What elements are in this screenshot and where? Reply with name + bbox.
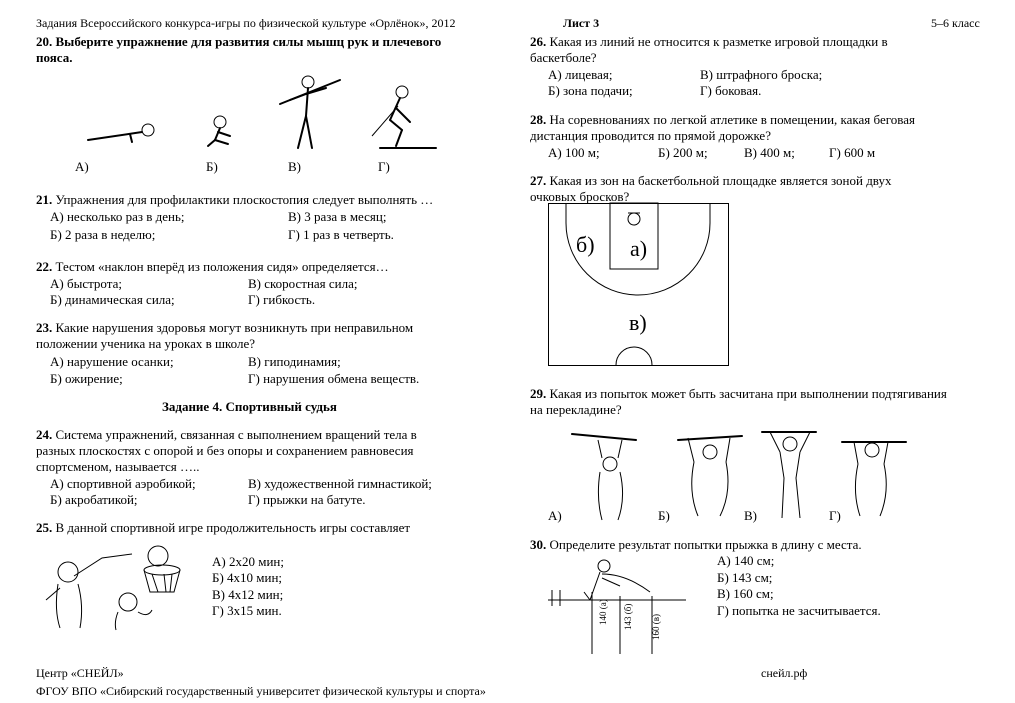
option-label: В) xyxy=(288,159,301,174)
option-v: В) художественной гимнастикой; xyxy=(248,476,432,491)
mark-140: 140 (a) xyxy=(598,599,608,625)
option-a: А) несколько раз в день; xyxy=(50,209,185,224)
option-label: А) xyxy=(548,508,562,523)
basketball-court-diagram xyxy=(548,203,730,367)
question-text-cont: баскетболе? xyxy=(530,50,597,65)
option-label: В) xyxy=(744,508,757,523)
question-number: 29. xyxy=(530,386,547,401)
exercise-figures xyxy=(80,72,460,180)
question-text-cont: спортсменом, называется ….. xyxy=(36,459,200,474)
zone-a-label: а) xyxy=(630,236,648,261)
mark-143: 143 (б) xyxy=(623,603,633,630)
footer-site: снейл.рф xyxy=(761,666,808,680)
option-label: Б) xyxy=(206,159,218,174)
option-a: А) 100 м; xyxy=(548,145,600,160)
option-b: Б) акробатикой; xyxy=(50,492,138,507)
question-text: Какая из зон на баскетбольной площадке является зоной двух xyxy=(549,173,892,188)
option-g: Г) нарушения обмена веществ. xyxy=(248,371,420,386)
question-27 xyxy=(530,173,892,205)
question-text: Упражнения для профилактики плоскостопия следует выполнять … xyxy=(55,192,434,207)
question-30 xyxy=(530,537,862,553)
option-g: Г) гибкость. xyxy=(248,292,316,307)
section-title: Задание 4. Спортивный судья xyxy=(162,399,337,414)
question-23 xyxy=(36,320,413,352)
option-g: Г) 3x15 мин. xyxy=(212,603,282,618)
option-v: В) 400 м; xyxy=(744,145,795,160)
option-v: В) 3 раза в месяц; xyxy=(288,209,387,224)
option-v: В) гиподинамия; xyxy=(248,354,341,369)
sheet-number: Лист 3 xyxy=(563,16,600,30)
question-number: 21. xyxy=(36,192,53,207)
long-jump-diagram xyxy=(540,556,690,656)
question-text: Какая из линий не относится к разметке игровой площадки в xyxy=(549,34,888,49)
question-text-cont: пояса. xyxy=(36,50,73,65)
question-text: Система упражнений, связанная с выполнением вращений тела в xyxy=(55,427,417,442)
option-b: Б) 143 см; xyxy=(717,570,773,585)
option-g: Г) попытка не засчитывается. xyxy=(717,603,881,618)
question-24 xyxy=(36,427,417,475)
option-v: В) 160 см; xyxy=(717,586,774,601)
option-label: А) xyxy=(75,159,89,174)
center-circle xyxy=(616,347,652,365)
grade-label: 5–6 класс xyxy=(931,16,980,30)
question-number: 25. xyxy=(36,520,53,535)
jumper-figure xyxy=(584,560,650,600)
option-b: Б) ожирение; xyxy=(50,371,123,386)
option-v: В) 4x12 мин; xyxy=(212,587,284,602)
question-text: Определите результат попытки прыжка в длину с места. xyxy=(549,537,862,552)
option-label: Б) xyxy=(658,508,670,523)
question-text-cont: очковых бросков? xyxy=(530,189,630,204)
pullup-figure-v xyxy=(762,432,816,518)
figure-skier xyxy=(372,86,436,148)
option-label: Г) xyxy=(378,159,390,174)
option-g: Г) боковая. xyxy=(700,83,762,98)
option-g: Г) 600 м xyxy=(829,145,876,160)
option-b: Б) 2 раза в неделю; xyxy=(50,227,156,242)
option-a: А) спортивной аэробикой; xyxy=(50,476,196,491)
option-v: В) скоростная сила; xyxy=(248,276,358,291)
question-text: На соревнованиях по легкой атлетике в помещении, какая беговая xyxy=(549,112,915,127)
option-v: В) штрафного броска; xyxy=(700,67,823,82)
figure-crouch xyxy=(208,116,230,146)
question-text-cont: на перекладине? xyxy=(530,402,622,417)
question-26 xyxy=(530,34,888,66)
question-text-cont: разных плоскостях с опорой и без опоры и сохранением равновесия xyxy=(36,443,414,458)
option-g: Г) прыжки на батуте. xyxy=(248,492,366,507)
option-b: Б) 200 м; xyxy=(658,145,708,160)
option-b: Б) динамическая сила; xyxy=(50,292,175,307)
footer-center: Центр «СНЕЙЛ» xyxy=(36,666,124,680)
question-text-cont: дистанция проводится по прямой дорожке? xyxy=(530,128,771,143)
option-a: А) лицевая; xyxy=(548,67,613,82)
basketball-player xyxy=(46,554,132,628)
second-player xyxy=(115,593,152,630)
pullup-figure-a xyxy=(572,434,636,520)
question-text: Какая из попыток может быть засчитана при выполнении подтягивания xyxy=(549,386,947,401)
question-text-cont: положении ученика на уроках в школе? xyxy=(36,336,256,351)
option-a: А) 140 см; xyxy=(717,553,775,568)
question-text: Какие нарушения здоровья могут возникнуть при неправильном xyxy=(55,320,414,335)
pullup-figures xyxy=(570,428,910,524)
footer-university: ФГОУ ВПО «Сибирский государственный университет физической культуры и спорта» xyxy=(36,684,486,698)
mark-160: 160 (в) xyxy=(651,614,661,640)
option-label: Г) xyxy=(829,508,841,523)
zone-b-label: б) xyxy=(576,232,595,257)
basketball-illustration xyxy=(40,540,200,630)
question-number: 22. xyxy=(36,259,53,274)
figure-pushup xyxy=(88,124,154,142)
pullup-figure-b xyxy=(678,436,742,516)
question-number: 23. xyxy=(36,320,53,335)
left-header: Задания Всероссийского конкурса-игры по физической культуре «Орлёнок», 2012 xyxy=(36,16,456,30)
question-text: Тестом «наклон вперёд из положения сидя» определяется… xyxy=(55,259,389,274)
question-text: В данной спортивной игре продолжительность игры составляет xyxy=(55,520,411,535)
question-25 xyxy=(36,520,410,536)
question-21 xyxy=(36,192,433,208)
basketball-hoop xyxy=(144,546,180,592)
question-28 xyxy=(530,112,915,144)
question-29 xyxy=(530,386,947,418)
figure-weightlifter xyxy=(280,76,340,148)
question-22 xyxy=(36,259,389,275)
question-number: 20. xyxy=(36,34,53,49)
option-a: А) 2x20 мин; xyxy=(212,554,284,569)
option-g: Г) 1 раз в четверть. xyxy=(288,227,394,242)
option-a: А) быстрота; xyxy=(50,276,122,291)
option-a: А) нарушение осанки; xyxy=(50,354,174,369)
question-number: 30. xyxy=(530,537,547,552)
option-b: Б) 4x10 мин; xyxy=(212,570,283,585)
question-number: 26. xyxy=(530,34,547,49)
question-number: 28. xyxy=(530,112,547,127)
question-number: 24. xyxy=(36,427,53,442)
question-number: 27. xyxy=(530,173,547,188)
zone-v-label: в) xyxy=(629,310,647,335)
question-20 xyxy=(36,34,441,66)
option-b: Б) зона подачи; xyxy=(548,83,633,98)
pullup-figure-g xyxy=(842,442,906,516)
question-text: Выберите упражнение для развития силы мышц рук и плечевого xyxy=(55,34,442,49)
